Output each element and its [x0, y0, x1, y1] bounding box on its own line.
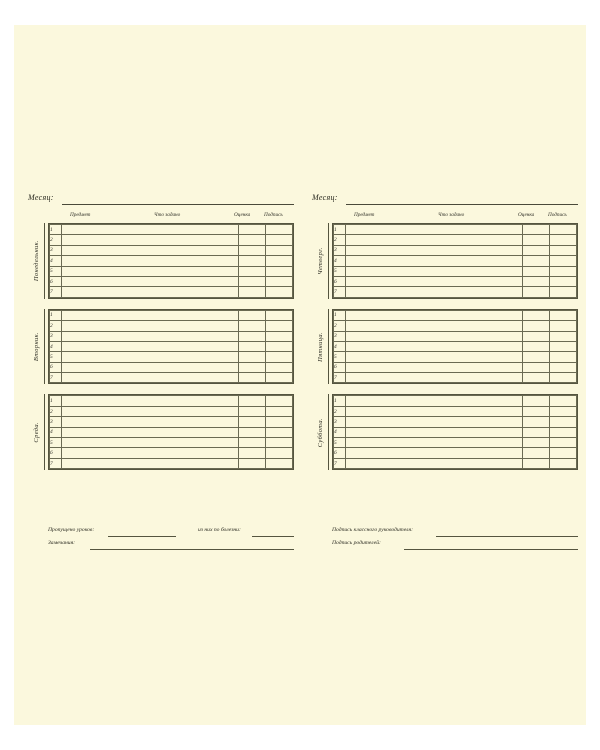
lesson-grid-tuesday — [48, 309, 294, 385]
table-row[interactable]: 1 — [50, 225, 293, 235]
table-row[interactable]: 3 — [334, 245, 577, 255]
diary-sheet — [14, 25, 586, 725]
header-subject: Предмет — [354, 212, 375, 218]
table-row[interactable]: 3 — [334, 417, 577, 427]
parent-signature-label: Подпись родителей: — [332, 540, 381, 546]
table-row[interactable]: 3 — [50, 245, 293, 255]
table-row[interactable]: 1 — [334, 310, 577, 320]
day-block-tuesday — [28, 309, 294, 385]
header-subject: Предмет — [70, 212, 91, 218]
table-row[interactable]: 5 — [50, 266, 293, 276]
notes-label: Замечания: — [48, 540, 76, 546]
table-row[interactable]: 6 — [334, 448, 577, 458]
table-row[interactable]: 6 — [50, 362, 293, 372]
day-divider — [328, 394, 329, 470]
day-label-saturday: Суббота. — [316, 417, 324, 447]
notes-field[interactable] — [90, 549, 294, 550]
day-divider — [328, 223, 329, 299]
table-row[interactable]: 4 — [50, 256, 293, 266]
table-row[interactable]: 1 — [50, 310, 293, 320]
day-block-monday — [28, 223, 294, 299]
right-page — [312, 193, 578, 561]
lesson-grid-friday — [332, 309, 578, 385]
header-signature: Подпись — [264, 212, 283, 218]
missed-lessons-line — [48, 527, 294, 540]
lesson-grid-wednesday — [48, 394, 294, 470]
table-row[interactable]: 7 — [334, 373, 577, 383]
right-month-rule[interactable] — [346, 204, 578, 205]
header-mark: Оценка — [234, 212, 251, 218]
diary-spread — [14, 25, 586, 725]
right-month-label: Месяц: — [312, 193, 338, 202]
left-column-headers — [28, 212, 294, 223]
left-page — [28, 193, 294, 561]
table-row[interactable]: 6 — [50, 448, 293, 458]
table-row[interactable]: 7 — [50, 458, 293, 468]
day-divider — [44, 223, 45, 299]
table-row[interactable]: 6 — [334, 362, 577, 372]
day-label-tuesday: Вторник. — [32, 332, 40, 362]
left-month-rule[interactable] — [62, 204, 294, 205]
left-month-label: Месяц: — [28, 193, 54, 202]
lesson-grid-saturday — [332, 394, 578, 470]
table-row[interactable]: 7 — [50, 287, 293, 297]
table-row[interactable]: 4 — [334, 341, 577, 351]
table-row[interactable]: 5 — [334, 438, 577, 448]
day-label-thursday: Четверг. — [316, 246, 324, 275]
table-row[interactable]: 3 — [334, 331, 577, 341]
table-row[interactable]: 3 — [50, 331, 293, 341]
table-row[interactable]: 7 — [50, 373, 293, 383]
table-row[interactable]: 2 — [334, 321, 577, 331]
parent-signature-line — [332, 540, 578, 553]
right-footer — [332, 527, 578, 561]
table-row[interactable]: 1 — [334, 225, 577, 235]
lesson-grid-thursday — [332, 223, 578, 299]
table-row[interactable]: 4 — [334, 256, 577, 266]
day-divider — [328, 309, 329, 385]
header-mark: Оценка — [518, 212, 535, 218]
teacher-signature-line — [332, 527, 578, 540]
parent-signature-field[interactable] — [404, 549, 578, 550]
table-row[interactable]: 4 — [50, 341, 293, 351]
left-footer — [48, 527, 294, 561]
illness-label: из них по болезни: — [198, 527, 241, 533]
day-label-friday: Пятница. — [316, 331, 324, 362]
day-block-thursday — [312, 223, 578, 299]
teacher-signature-label: Подпись классного руководителя: — [332, 527, 413, 533]
table-row[interactable]: 6 — [334, 276, 577, 286]
day-label-monday: Понедельник. — [32, 240, 40, 282]
day-label-wednesday: Среда. — [32, 422, 40, 443]
table-row[interactable]: 2 — [334, 406, 577, 416]
table-row[interactable]: 1 — [50, 396, 293, 406]
day-block-wednesday — [28, 394, 294, 470]
teacher-signature-field[interactable] — [436, 536, 578, 537]
day-divider — [44, 394, 45, 470]
table-row[interactable]: 2 — [50, 321, 293, 331]
table-row[interactable]: 7 — [334, 458, 577, 468]
notes-line — [48, 540, 294, 553]
right-month-line — [312, 193, 578, 207]
table-row[interactable]: 2 — [50, 235, 293, 245]
table-row[interactable]: 7 — [334, 287, 577, 297]
lesson-grid-monday — [48, 223, 294, 299]
table-row[interactable]: 1 — [334, 396, 577, 406]
header-task: Что задано — [438, 212, 465, 218]
missed-lessons-label: Пропущено уроков: — [48, 527, 95, 533]
table-row[interactable]: 5 — [334, 352, 577, 362]
table-row[interactable]: 6 — [50, 276, 293, 286]
day-block-saturday — [312, 394, 578, 470]
table-row[interactable]: 2 — [50, 406, 293, 416]
illness-field[interactable] — [252, 536, 294, 537]
table-row[interactable]: 5 — [50, 352, 293, 362]
table-row[interactable]: 3 — [50, 417, 293, 427]
table-row[interactable]: 2 — [334, 235, 577, 245]
missed-lessons-field[interactable] — [108, 536, 176, 537]
table-row[interactable]: 4 — [334, 427, 577, 437]
left-month-line — [28, 193, 294, 207]
table-row[interactable]: 5 — [334, 266, 577, 276]
day-block-friday — [312, 309, 578, 385]
table-row[interactable]: 5 — [50, 438, 293, 448]
table-row[interactable]: 4 — [50, 427, 293, 437]
day-divider — [44, 309, 45, 385]
header-signature: Подпись — [548, 212, 567, 218]
right-column-headers — [312, 212, 578, 223]
header-task: Что задано — [154, 212, 181, 218]
